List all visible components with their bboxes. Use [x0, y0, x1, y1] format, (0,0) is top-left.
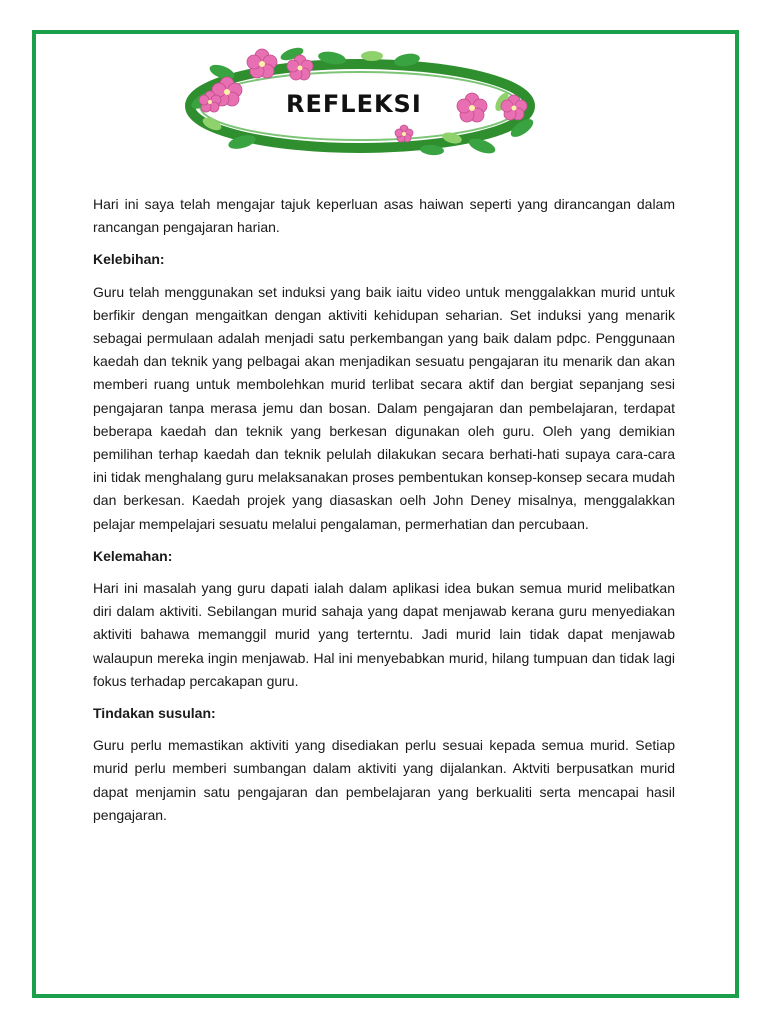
kelemahan-paragraph: Hari ini masalah yang guru dapati ialah dalam aplikasi idea bukan semua murid melibatkan diri dalam aktiviti. Sebilangan murid sahaja yang dapat menjawab kerana guru menyediakan aktiviti bahawa memanggil murid yang terterntu. Jadi murid lain tidak dapat menjawab walaupun mereka ingin menjawab. Hal ini menyebabkan murid, hilang tumpuan dan tidak lagi fokus terhadap percakapan guru. — [93, 580, 675, 689]
kelebihan-heading: Kelebihan: — [93, 251, 165, 268]
tindakan-susulan-heading: Tindakan susulan: — [93, 705, 216, 722]
refleksi-banner — [182, 42, 552, 162]
intro-paragraph: Hari ini saya telah mengajar tajuk keperluan asas haiwan seperti yang dirancangan dalam rancangan pengajaran harian. — [93, 196, 675, 236]
kelebihan-paragraph: Guru telah menggunakan set induksi yang baik iaitu video untuk menggalakkan murid untuk berfikir dengan mengaitkan dengan aktiviti kehidupan seharian. Set induksi yang menarik sebagai permulaan adalah menjadi satu perkembangan yang baik dalam pdpc. Penggunaan kaedah dan teknik yang pelbagai akan menjadikan sesuatu pengajaran itu menarik dan akan memberi ruang untuk membolehkan murid terlibat secara aktif dan bergiat sepanjang sesi pengajaran tanpa merasa jemu dan bosan. Dalam pengajaran dan pembelajaran, terdapat beberapa kaedah dan teknik yang berkesan digunakan oleh guru. Oleh yang demikian pemilihan terhap kaedah dan teknik pelulah dilakukan secara berhati-hati supaya cara-cara ini tidak menghalang guru melaksanakan proses pembentukan konsep-konsep secara mudah dan berkesan. Kaedah projek yang diasaskan oelh John Deney misalnya, menggalakkan pelajar mempelajari sesuatu melalui pengalaman, permerhatian dan percubaan. — [93, 283, 675, 532]
banner-title: REFLEKSI — [286, 90, 422, 118]
tindakan-susulan-paragraph: Guru perlu memastikan aktiviti yang disediakan perlu sesuai kepada semua murid. Setiap murid perlu memberi sumbangan dalam aktiviti yang dijalankan. Aktviti berpusatkan murid dapat menjamin satu pengajaran dan pembelajaran yang berkualiti serta mencapai hasil pengajaran. — [93, 737, 675, 823]
reflection-body — [93, 193, 675, 836]
kelemahan-heading: Kelemahan: — [93, 547, 173, 564]
